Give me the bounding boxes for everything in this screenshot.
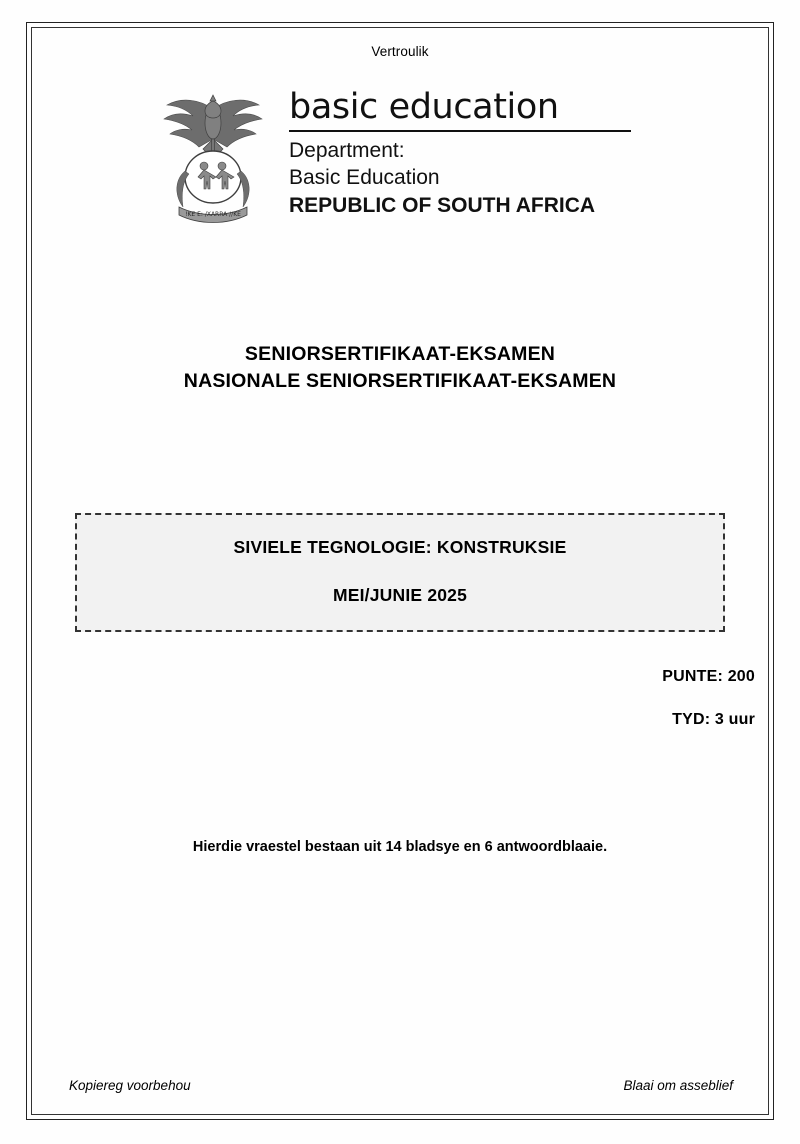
svg-text:!KE E: /XARRA //KE: !KE E: /XARRA //KE [185, 211, 241, 218]
page-content [31, 27, 769, 1115]
subject-box [75, 513, 725, 632]
department-name: Basic Education [289, 165, 440, 189]
department-label: Department: [289, 138, 405, 162]
marks-and-time-block [31, 668, 769, 729]
department-text-block [289, 79, 631, 219]
exam-title-block [31, 341, 769, 395]
brand-underline [289, 130, 631, 132]
country-name: REPUBLIC OF SOUTH AFRICA [289, 193, 596, 217]
pages-note: Hierdie vraestel bestaan uit 14 bladsye en 6 antwoordblaaie. [192, 838, 608, 855]
exam-title-line-1: SENIORSERTIFIKAAT-EKSAMEN [244, 343, 556, 365]
header-block [31, 79, 769, 229]
south-african-coat-of-arms-icon [159, 79, 267, 229]
exam-title-line-2: NASIONALE SENIORSERTIFIKAAT-EKSAMEN [183, 369, 617, 392]
subject-title: SIVIELE TEGNOLOGIE: KONSTRUKSIE [233, 536, 567, 557]
page-footer [31, 1078, 769, 1093]
time-label: TYD: 3 uur [672, 710, 755, 728]
exam-session: MEI/JUNIE 2025 [332, 584, 468, 605]
turn-over-note: Blaai om asseblief [623, 1078, 733, 1093]
marks-label: PUNTE: 200 [662, 667, 755, 685]
confidential-label: Vertroulik [371, 44, 429, 59]
copyright-note: Kopiereg voorbehou [69, 1078, 191, 1093]
brand-title: basic education [289, 87, 559, 127]
